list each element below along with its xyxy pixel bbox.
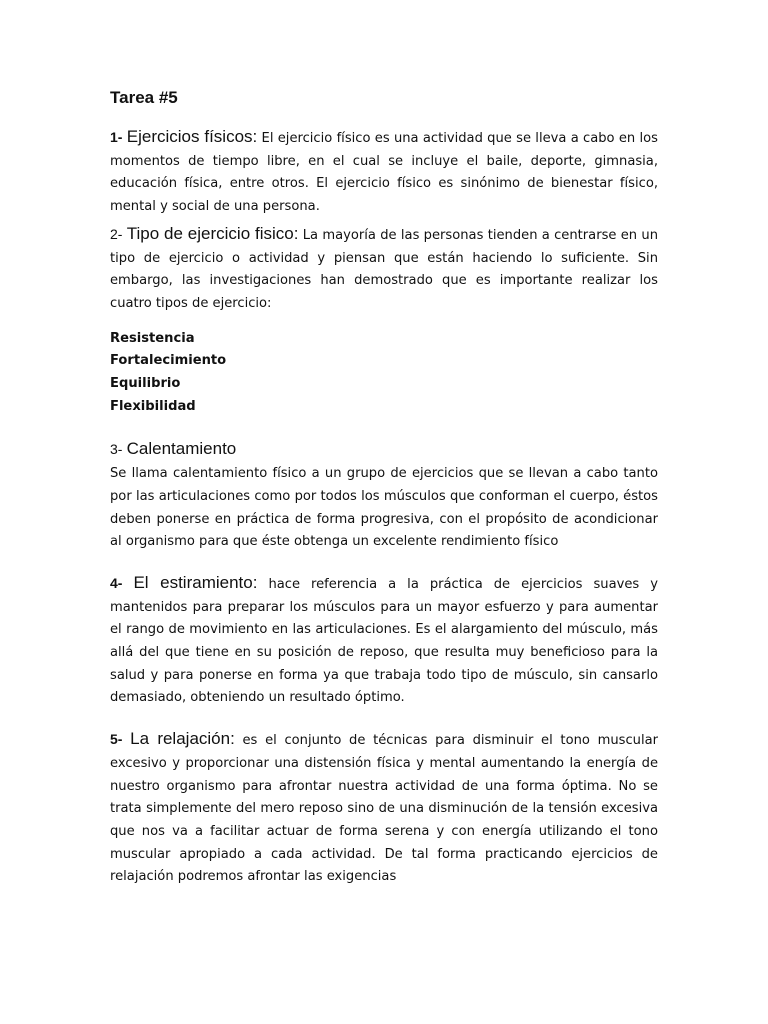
list-item: Flexibilidad — [110, 398, 196, 414]
section-tipo-de-ejercicio — [110, 223, 658, 316]
section-relajacion — [110, 728, 658, 889]
section-number: 2- — [110, 225, 123, 242]
list-item: Resistencia — [110, 330, 195, 346]
list-item: Equilibrio — [110, 376, 181, 392]
section-estiramiento — [110, 572, 658, 710]
list-item: Fortalecimiento — [110, 353, 227, 369]
section-number: 5- — [110, 731, 123, 748]
section-calentamiento — [110, 438, 658, 554]
exercise-types-list — [110, 328, 658, 419]
section-number: 3- — [110, 441, 123, 458]
document-title: Tarea #5 — [110, 88, 178, 107]
section-number: 4- — [110, 574, 123, 591]
section-heading: La relajación: — [130, 729, 235, 749]
section-ejercicios-fisicos — [110, 126, 658, 219]
section-body: La mayoría de las personas tienden a centrarse en un tipo de ejercicio o actividad y piensan que están haciendo lo suficiente. Sin embargo, las investigaciones han demostrado que es importante realizar los cuatro tipos de ejercicio: — [110, 227, 658, 311]
section-body: El ejercicio físico es una actividad que se lleva a cabo en los momentos de tiempo libre, en el cual se incluye el baile, deporte, gimnasia, educación física, entre otros. El ejercicio físico es sinónimo de bienestar físico, mental y social de una persona. — [110, 131, 658, 215]
section-body: hace referencia a la práctica de ejercicios suaves y mantenidos para preparar los músculos para un mayor esfuerzo y para aumentar el rango de movimiento en las articulaciones. Es el alargamiento del músculo, más allá del que tiene en su posición de reposo, que resulta muy beneficioso para la salud y para ponerse en forma ya que trabaja todo tipo de músculo, sin cansarlo demasiado, obteniendo un resultado óptimo. — [110, 576, 658, 706]
section-body: Se llama calentamiento físico a un grupo de ejercicios que se llevan a cabo tanto por las articulaciones como por todos los músculos que conforman el cuerpo, éstos deben ponerse en práctica de forma progresiva, con el propósito de acondicionar al organismo para que éste obtenga un excelente rendimiento físico — [110, 466, 658, 550]
section-heading: El estiramiento: — [133, 572, 258, 592]
section-heading: Ejercicios físicos: — [126, 127, 258, 146]
document-page — [110, 86, 658, 889]
section-body: es el conjunto de técnicas para disminuir el tono muscular excesivo y proporcionar una distensión física y mental aumentando la energía de nuestro organismo para afrontar nuestra actividad de una forma óptima. No se trata simplemente del mero reposo sino de una disminución de la tensión excesiva que nos va a facilitar actuar de forma serena y con energía utilizando el tono muscular apropiado a cada actividad. De tal forma practicando ejercicios de relajación podremos afrontar las exigencias — [110, 733, 658, 885]
section-heading: Calentamiento — [126, 439, 237, 459]
section-heading-line — [110, 438, 658, 463]
section-heading: Tipo de ejercicio fisico: — [126, 223, 299, 243]
section-number: 1- — [110, 129, 123, 145]
